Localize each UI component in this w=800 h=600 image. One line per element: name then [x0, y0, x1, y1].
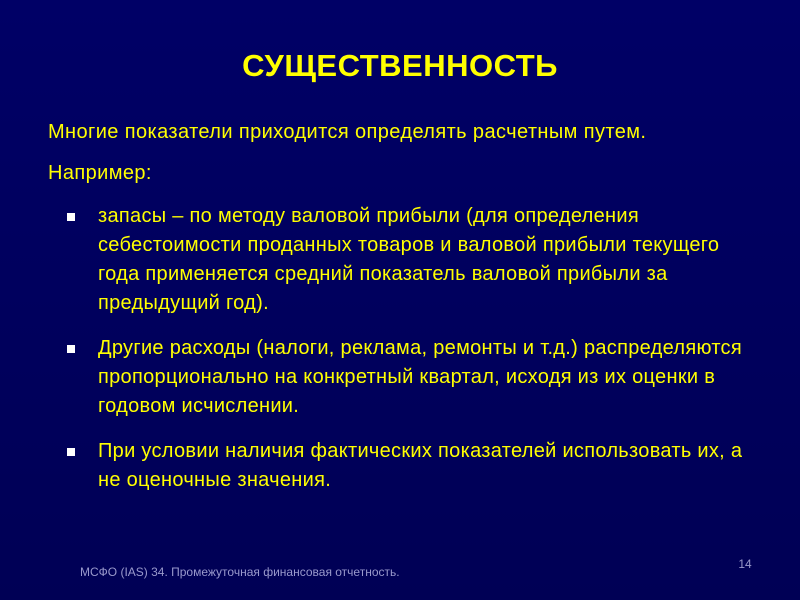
- footer-text: МСФО (IAS) 34. Промежуточная финансовая отчетность.: [80, 565, 400, 579]
- bullet-list: [62, 202, 752, 511]
- example-label: Например:: [48, 162, 152, 184]
- bullet-item: [62, 202, 752, 318]
- page-number: 14: [738, 557, 752, 571]
- bullet-text: запасы – по методу валовой прибыли (для определения себестоимости проданных товаров и валовой прибыли текущего года применяется средний показатель валовой прибыли за предыдущий год).: [98, 205, 720, 314]
- intro-text: Многие показатели приходится определять расчетным путем.: [48, 121, 647, 143]
- slide-title: СУЩЕСТВЕННОСТЬ: [242, 48, 558, 83]
- square-bullet-icon: [67, 213, 75, 221]
- bullet-text: При условии наличия фактических показателей использовать их, а не оценочные значения.: [98, 440, 743, 491]
- square-bullet-icon: [67, 448, 75, 456]
- bullet-item: [62, 437, 752, 495]
- bullet-item: [62, 334, 752, 421]
- square-bullet-icon: [67, 345, 75, 353]
- bullet-text: Другие расходы (налоги, реклама, ремонты и т.д.) распределяются пропорционально на конкретный квартал, исходя из их оценки в годовом исчислении.: [98, 337, 742, 417]
